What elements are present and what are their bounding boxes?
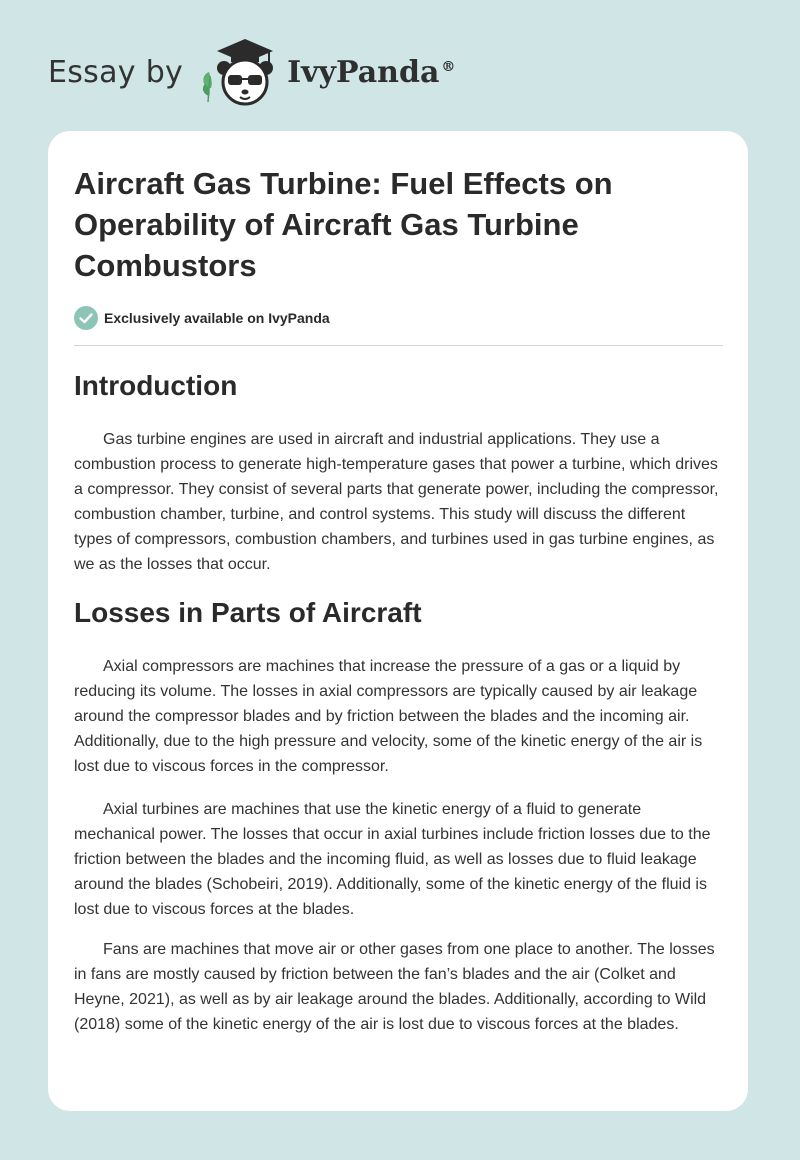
essay-card <box>48 131 748 1111</box>
paragraph: Axial turbines are machines that use the kinetic energy of a fluid to generate mechanical power. The losses that occur in axial turbines include friction losses due to the friction between the blades and the incoming fluid, as well as losses due to fluid leakage around the blades (Schobeiri, 2019). Additionally, some of the kinetic energy of the fluid is lost due to viscous forces at the blades. <box>74 801 711 918</box>
exclusive-badge <box>74 306 330 330</box>
brand-name[interactable]: IvyPanda ® <box>287 54 456 90</box>
page-title: Aircraft Gas Turbine: Fuel Effects on Operability of Aircraft Gas Turbine Combustors <box>74 166 613 283</box>
paragraph: Gas turbine engines are used in aircraft and industrial applications. They use a combustion process to generate high-temperature gases that power a turbine, which drives a compressor. They consist of several parts that generate power, including the compressor, combustion chamber, turbine, and control systems. This study will discuss the different types of compressors, combustion chambers, and turbines used in gas turbine engines, as we as the losses that occur. <box>74 431 719 573</box>
section-heading-introduction: Introduction <box>74 370 238 401</box>
brand-prefix: Essay by <box>48 54 184 90</box>
badge-label: Exclusively available on IvyPanda <box>104 310 330 326</box>
site-header <box>48 36 455 108</box>
section-heading-losses: Losses in Parts of Aircraft <box>74 597 422 628</box>
check-circle-icon <box>74 306 98 330</box>
paragraph: Axial compressors are machines that increase the pressure of a gas or a liquid by reducing its volume. The losses in axial compressors are typically caused by air leakage around the compressor blades and by friction between the blades and the incoming air. Additionally, due to the high pressure and velocity, some of the kinetic energy of the air is lost due to viscous forces in the compressor. <box>74 658 703 775</box>
paragraph: Fans are machines that move air or other gases from one place to another. The losses in fans are mostly caused by friction between the fan’s blades and the air (Colket and Heyne, 2021), as well as by air leakage around the blades. Additionally, according to Wild (2018) some of the kinetic energy of the air is lost due to viscous forces at the blades. <box>74 941 715 1033</box>
panda-logo-icon[interactable] <box>197 36 283 108</box>
divider <box>74 345 723 346</box>
